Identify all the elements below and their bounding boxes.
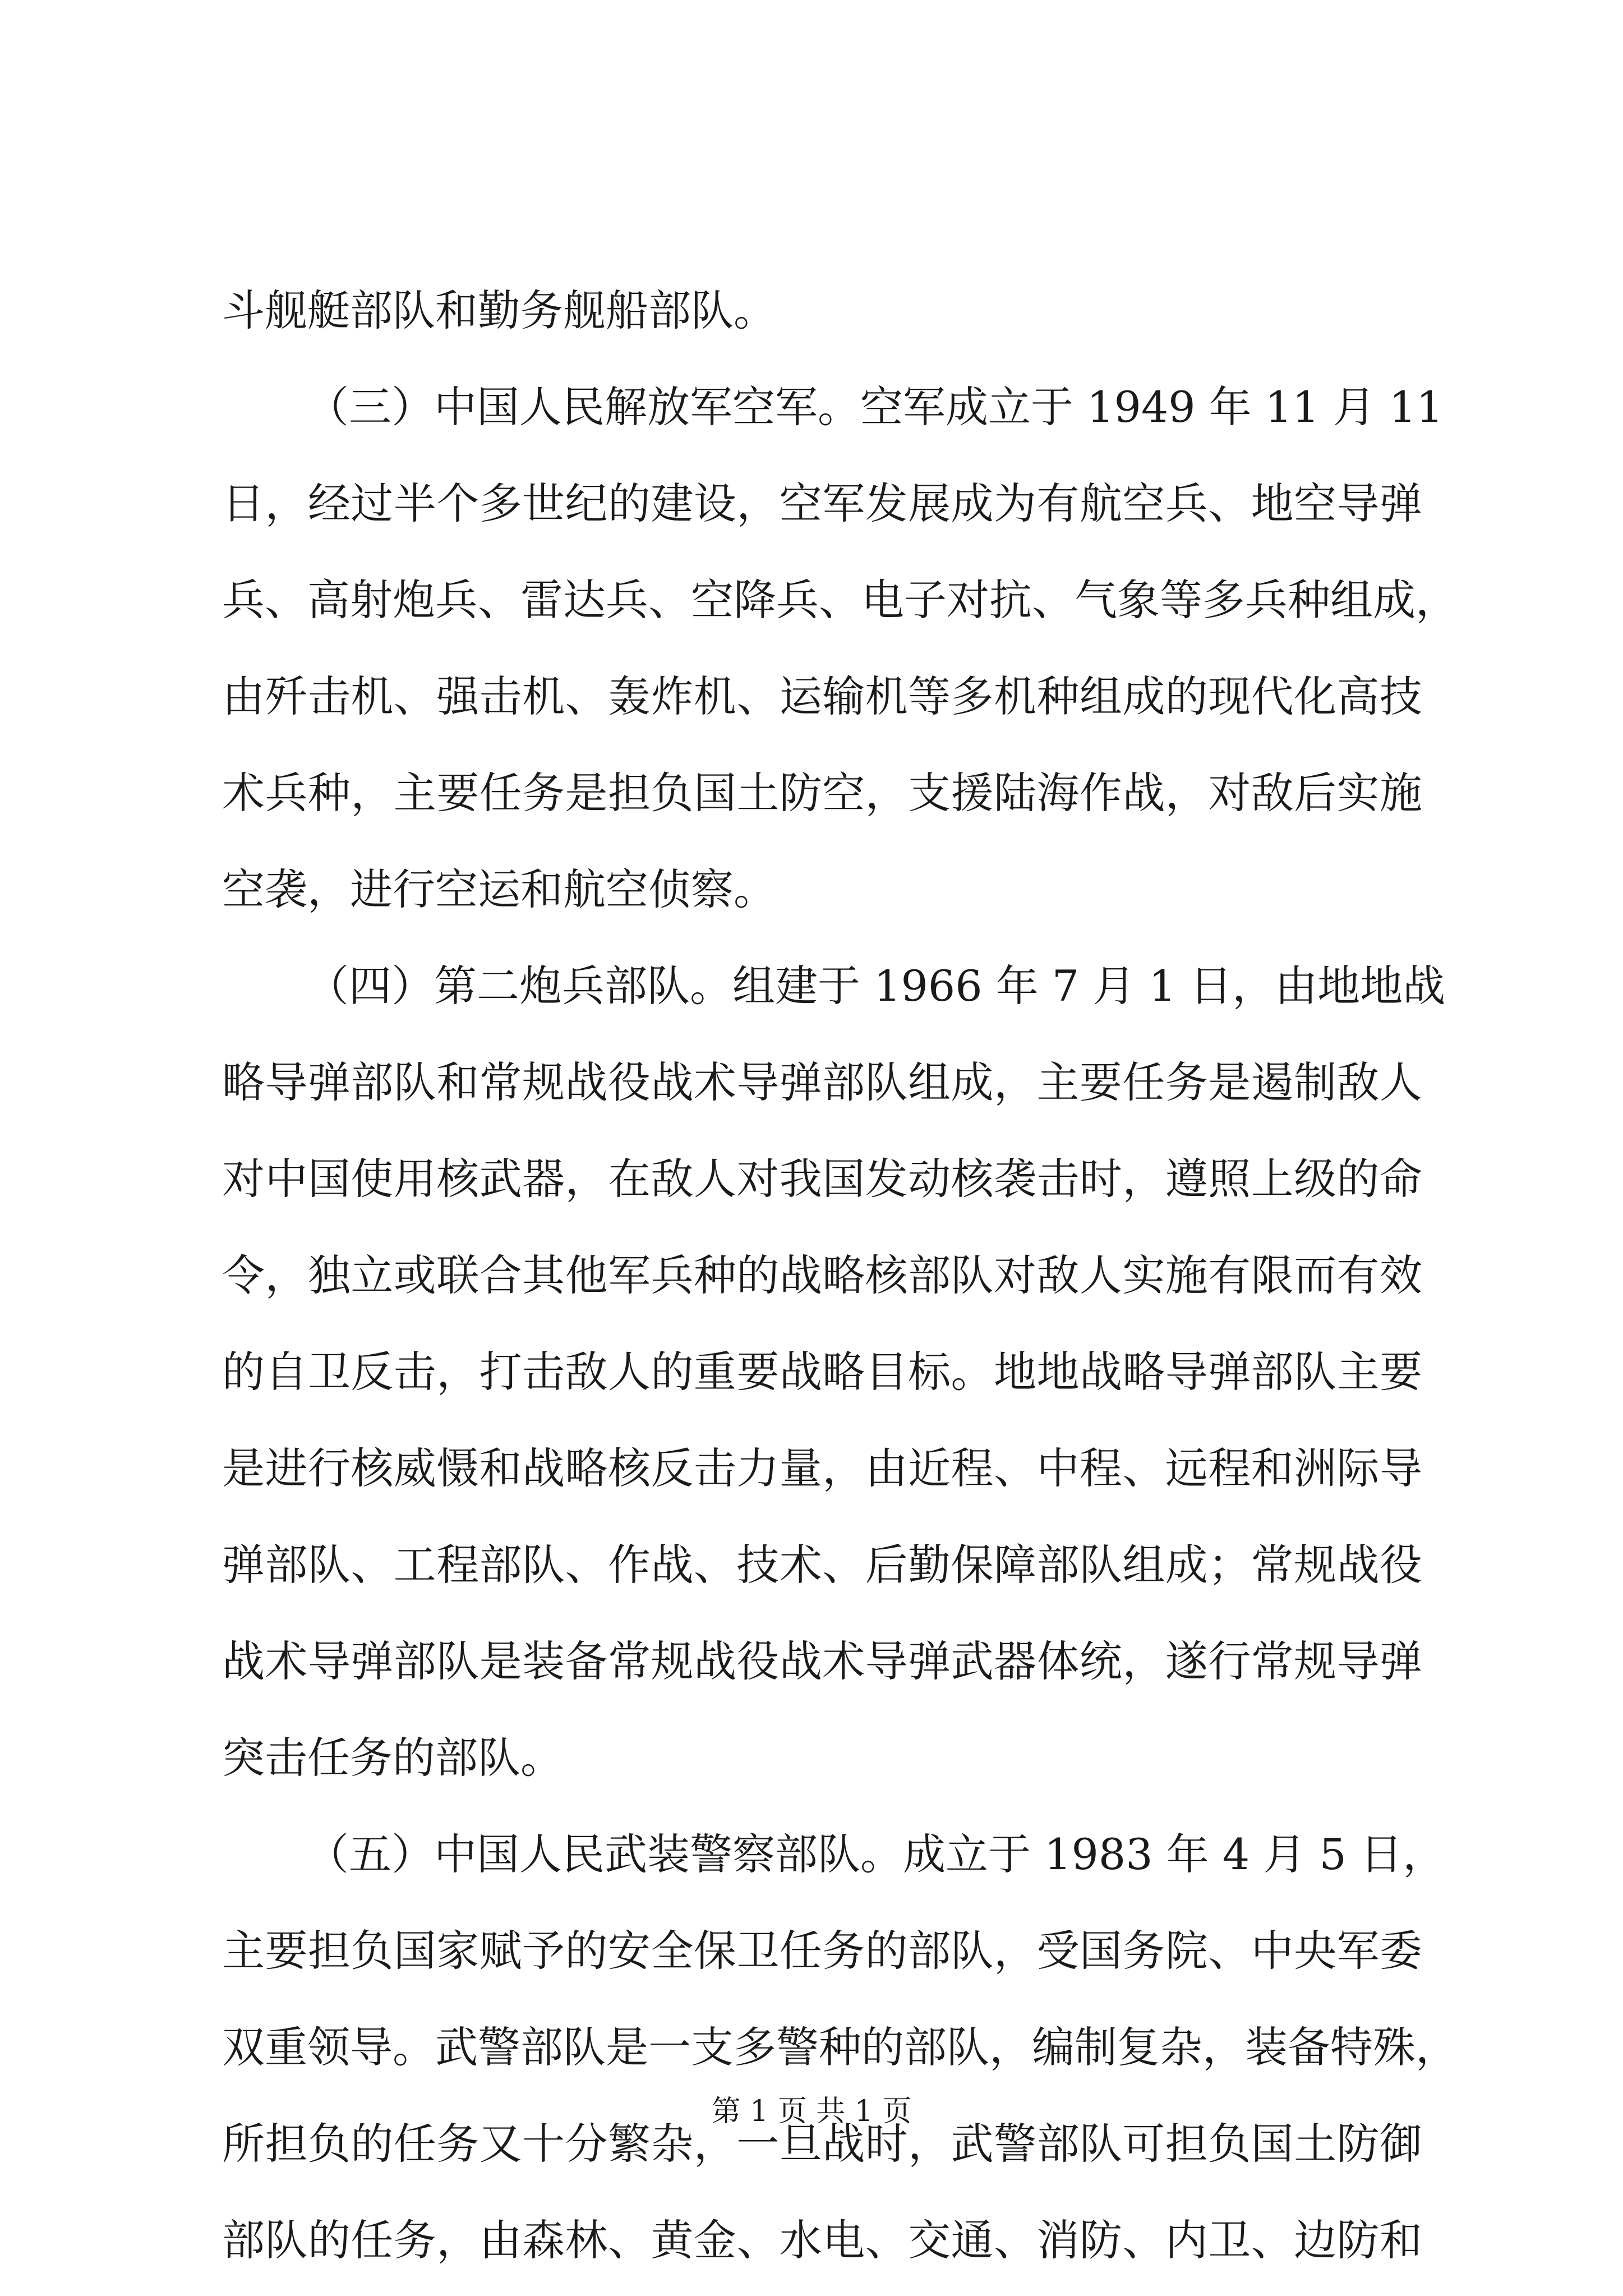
text-line: 所担负的任务又十分繁杂，一旦战时，武警部队可担负国土防御: [222, 2119, 1422, 2169]
text-line: 兵、高射炮兵、雷达兵、空降兵、电子对抗、气象等多兵种组成，: [222, 575, 1458, 625]
text-line: 略导弹部队和常规战役战术导弹部队组成，主要任务是遏制敌人: [222, 1057, 1422, 1107]
text-line: 战术导弹部队是装备常规战役战术导弹武器体统，遂行常规导弹: [222, 1636, 1422, 1686]
text-line: 术兵种，主要任务是担负国土防空，支援陆海作战，对敌后实施: [222, 768, 1422, 818]
page-footer: [0, 2091, 1623, 2132]
text-line: 部队的任务，由森林、黄金、水电、交通、消防、内卫、边防和: [222, 2215, 1422, 2265]
text-line: 空袭，进行空运和航空侦察。: [222, 864, 776, 914]
text-line: 双重领导。武警部队是一支多警种的部队，编制复杂，装备特殊，: [222, 2022, 1458, 2072]
text-line: 弹部队、工程部队、作战、技术、后勤保障部队组成；常规战役: [222, 1540, 1422, 1590]
text-line: 日，经过半个多世纪的建设，空军发展成为有航空兵、地空导弹: [222, 478, 1422, 528]
document-body: [222, 263, 1458, 2289]
text-line: 由歼击机、强击机、轰炸机、运输机等多机种组成的现代化高技: [222, 671, 1422, 721]
text-line: 主要担负国家赋予的安全保卫任务的部队，受国务院、中央军委: [222, 1926, 1422, 1976]
text-line: 对中国使用核武器，在敌人对我国发动核袭击时，遵照上级的命: [222, 1154, 1422, 1204]
text-line: 突击任务的部队。: [222, 1733, 563, 1783]
paragraph-start-line: （三）中国人民解放军空军。空军成立于 1949 年 11 月 11: [306, 382, 1444, 432]
text-line: 的自卫反击，打击敌人的重要战略目标。地地战略导弹部队主要: [222, 1347, 1422, 1397]
text-line: 令，独立或联合其他军兵种的战略核部队对敌人实施有限而有效: [222, 1250, 1422, 1300]
paragraph-start-line: （四）第二炮兵部队。组建于 1966 年 7 月 1 日，由地地战: [306, 961, 1446, 1011]
text-line: 是进行核威慑和战略核反击力量，由近程、中程、远程和洲际导: [222, 1443, 1422, 1493]
paragraph-start-line: （五）中国人民武装警察部队。成立于 1983 年 4 月 5 日，: [306, 1829, 1446, 1879]
page-number: 第 1 页 共 1 页: [711, 2095, 912, 2128]
text-line: 斗舰艇部队和勤务舰船部队。: [222, 286, 776, 335]
